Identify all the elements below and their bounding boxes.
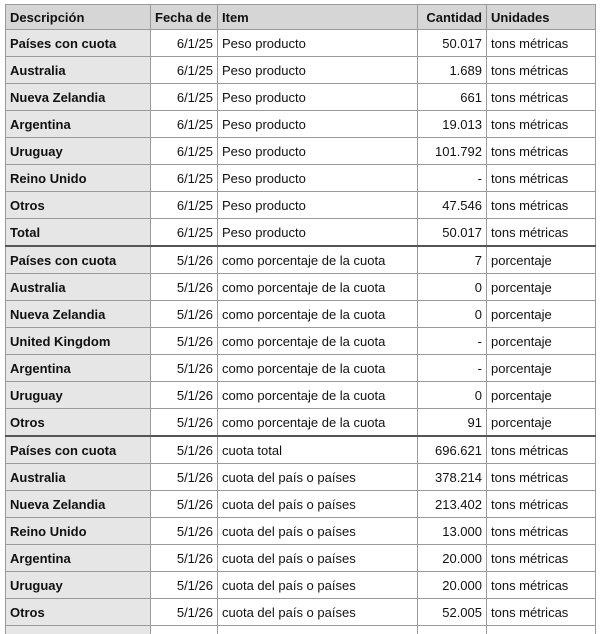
cell-unidades[interactable]: tons métricas	[487, 30, 596, 57]
table-row	[6, 165, 596, 192]
cell-item[interactable]: como porcentaje de la cuota	[218, 355, 418, 382]
cell-descripcion[interactable]: Países con cuota	[6, 246, 151, 274]
table-row	[6, 192, 596, 219]
cell-unidades[interactable]: porcentaje	[487, 409, 596, 437]
cell-unidades[interactable]: tons métricas	[487, 219, 596, 247]
cell-unidades[interactable]: porcentaje	[487, 301, 596, 328]
cell-fecha[interactable]: 5/1/26	[151, 491, 218, 518]
cell-unidades[interactable]: tons métricas	[487, 518, 596, 545]
cell-descripcion[interactable]: Otros	[6, 409, 151, 437]
cell-cantidad[interactable]: -	[418, 328, 487, 355]
table-row	[6, 518, 596, 545]
cell-unidades[interactable]: tons métricas	[487, 111, 596, 138]
header-cantidad[interactable]: Cantidad	[418, 5, 487, 30]
cell-cantidad[interactable]: 661	[418, 84, 487, 111]
cell-fecha[interactable]: 5/1/26	[151, 328, 218, 355]
cell-item[interactable]: Peso producto	[218, 138, 418, 165]
cell-cantidad[interactable]: 19.013	[418, 111, 487, 138]
cell-cantidad[interactable]: 50.017	[418, 30, 487, 57]
table-row	[6, 57, 596, 84]
cell-descripcion[interactable]: Australia	[6, 274, 151, 301]
table-row	[6, 545, 596, 572]
cell-item[interactable]: Peso producto	[218, 30, 418, 57]
cell-fecha[interactable]: 5/1/26	[151, 274, 218, 301]
cell-item[interactable]: cuota del país o países	[218, 491, 418, 518]
cell-fecha[interactable]: 6/1/25	[151, 111, 218, 138]
cell-item[interactable]: como porcentaje de la cuota	[218, 409, 418, 437]
cell-descripcion[interactable]: Total	[6, 219, 151, 247]
table-row	[6, 274, 596, 301]
cell-item[interactable]: Peso producto	[218, 165, 418, 192]
cell-unidades[interactable]: tons métricas	[487, 599, 596, 626]
table-row	[6, 355, 596, 382]
cell-fecha[interactable]: 5/1/26	[151, 355, 218, 382]
cell-cantidad[interactable]: 52.005	[418, 599, 487, 626]
cell-fecha[interactable]: 5/1/26	[151, 518, 218, 545]
cell-item[interactable]: cuota del país o países	[218, 572, 418, 599]
cell-item[interactable]: Peso producto	[218, 219, 418, 247]
header-item[interactable]: Item	[218, 5, 418, 30]
header-unidades[interactable]: Unidades	[487, 5, 596, 30]
cell-cantidad[interactable]: 7	[418, 246, 487, 274]
cell-cantidad[interactable]: -	[418, 165, 487, 192]
cell-descripcion[interactable]: Reino Unido	[6, 165, 151, 192]
cell-descripcion[interactable]: Uruguay	[6, 382, 151, 409]
cell-descripcion[interactable]: Nueva Zelandia	[6, 301, 151, 328]
table-row	[6, 111, 596, 138]
cell-unidades[interactable]: porcentaje	[487, 274, 596, 301]
cell-item[interactable]: cuota del país o países	[218, 545, 418, 572]
cell-item[interactable]: como porcentaje de la cuota	[218, 382, 418, 409]
header-descripcion[interactable]: Descripción	[6, 5, 151, 30]
cell-item[interactable]: cuota del país o países	[218, 464, 418, 491]
cell-fecha[interactable]: 6/1/25	[151, 84, 218, 111]
cell-descripcion[interactable]: Uruguay	[6, 138, 151, 165]
cell-cantidad[interactable]: 50.017	[418, 219, 487, 247]
table-row	[6, 599, 596, 626]
cell-unidades-empty	[487, 626, 596, 634]
cell-unidades[interactable]: tons métricas	[487, 545, 596, 572]
cell-fecha[interactable]: 5/1/26	[151, 409, 218, 437]
cell-item[interactable]: cuota total	[218, 436, 418, 464]
cell-fecha[interactable]: 6/1/25	[151, 57, 218, 84]
header-row	[6, 5, 596, 30]
table-row	[6, 84, 596, 111]
cell-cantidad-empty	[418, 626, 487, 634]
table-row	[6, 301, 596, 328]
cell-fecha[interactable]: 5/1/26	[151, 246, 218, 274]
table-row	[6, 491, 596, 518]
cell-cantidad[interactable]: 91	[418, 409, 487, 437]
cell-unidades[interactable]: tons métricas	[487, 138, 596, 165]
cell-unidades[interactable]: tons métricas	[487, 84, 596, 111]
cell-descripcion[interactable]: Australia	[6, 57, 151, 84]
data-table	[5, 4, 596, 634]
cell-unidades[interactable]: tons métricas	[487, 491, 596, 518]
table-row	[6, 409, 596, 437]
cell-unidades[interactable]: tons métricas	[487, 165, 596, 192]
table-row-partial	[6, 626, 596, 634]
header-fecha[interactable]: Fecha de	[151, 5, 218, 30]
table-row	[6, 464, 596, 491]
cell-descripcion[interactable]: Nueva Zelandia	[6, 84, 151, 111]
cell-unidades[interactable]: porcentaje	[487, 355, 596, 382]
cell-unidades[interactable]: porcentaje	[487, 246, 596, 274]
cell-cantidad[interactable]: 20.000	[418, 572, 487, 599]
cell-fecha[interactable]: 6/1/25	[151, 219, 218, 247]
cell-cantidad[interactable]: 1.689	[418, 57, 487, 84]
cell-cantidad[interactable]: 20.000	[418, 545, 487, 572]
table-row	[6, 436, 596, 464]
cell-fecha[interactable]: 5/1/26	[151, 545, 218, 572]
cell-fecha[interactable]: 5/1/26	[151, 382, 218, 409]
cell-item[interactable]: como porcentaje de la cuota	[218, 301, 418, 328]
cell-item[interactable]: cuota del país o países	[218, 599, 418, 626]
cell-descripcion[interactable]: Nueva Zelandia	[6, 491, 151, 518]
cell-descripcion[interactable]: Argentina	[6, 355, 151, 382]
cell-fecha[interactable]: 5/1/26	[151, 436, 218, 464]
cell-cantidad[interactable]: 213.402	[418, 491, 487, 518]
cell-fecha[interactable]: 6/1/25	[151, 30, 218, 57]
table-body	[6, 30, 596, 634]
cell-cantidad[interactable]: 13.000	[418, 518, 487, 545]
cell-descripcion[interactable]: United Kingdom	[6, 328, 151, 355]
cell-descripcion[interactable]: Uruguay	[6, 572, 151, 599]
cell-unidades[interactable]: tons métricas	[487, 57, 596, 84]
cell-fecha[interactable]: 6/1/25	[151, 192, 218, 219]
table-row	[6, 246, 596, 274]
table-row	[6, 219, 596, 247]
cell-descripcion[interactable]: Países con cuota	[6, 436, 151, 464]
cell-item[interactable]: Peso producto	[218, 111, 418, 138]
cell-unidades[interactable]: tons métricas	[487, 572, 596, 599]
cell-cantidad[interactable]: 47.546	[418, 192, 487, 219]
cell-descripcion[interactable]: Argentina	[6, 111, 151, 138]
table-row	[6, 138, 596, 165]
cell-descripcion[interactable]: Otros	[6, 192, 151, 219]
cell-item[interactable]: como porcentaje de la cuota	[218, 274, 418, 301]
table-row	[6, 328, 596, 355]
cell-cantidad[interactable]: 0	[418, 382, 487, 409]
table-row	[6, 30, 596, 57]
cell-item[interactable]: Peso producto	[218, 192, 418, 219]
cell-item[interactable]: como porcentaje de la cuota	[218, 328, 418, 355]
cell-cantidad[interactable]: -	[418, 355, 487, 382]
cell-fecha[interactable]: 6/1/25	[151, 165, 218, 192]
cell-cantidad[interactable]: 0	[418, 301, 487, 328]
cell-fecha[interactable]: 6/1/25	[151, 138, 218, 165]
cell-fecha[interactable]: 5/1/26	[151, 599, 218, 626]
cell-unidades[interactable]: tons métricas	[487, 464, 596, 491]
cell-descripcion-empty	[6, 626, 151, 634]
cell-fecha[interactable]: 5/1/26	[151, 301, 218, 328]
cell-item[interactable]: cuota del país o países	[218, 518, 418, 545]
cell-descripcion[interactable]: Países con cuota	[6, 30, 151, 57]
cell-descripcion[interactable]: Otros	[6, 599, 151, 626]
cell-descripcion[interactable]: Australia	[6, 464, 151, 491]
cell-cantidad[interactable]: 101.792	[418, 138, 487, 165]
cell-unidades[interactable]: porcentaje	[487, 328, 596, 355]
cell-unidades[interactable]: tons métricas	[487, 436, 596, 464]
cell-descripcion[interactable]: Reino Unido	[6, 518, 151, 545]
cell-fecha-empty	[151, 626, 218, 634]
cell-item-empty	[218, 626, 418, 634]
cell-cantidad[interactable]: 378.214	[418, 464, 487, 491]
cell-item[interactable]: como porcentaje de la cuota	[218, 246, 418, 274]
cell-cantidad[interactable]: 696.621	[418, 436, 487, 464]
cell-unidades[interactable]: porcentaje	[487, 382, 596, 409]
cell-unidades[interactable]: tons métricas	[487, 192, 596, 219]
spreadsheet	[5, 4, 595, 634]
cell-fecha[interactable]: 5/1/26	[151, 572, 218, 599]
cell-item[interactable]: Peso producto	[218, 57, 418, 84]
cell-item[interactable]: Peso producto	[218, 84, 418, 111]
cell-descripcion[interactable]: Argentina	[6, 545, 151, 572]
cell-cantidad[interactable]: 0	[418, 274, 487, 301]
table-row	[6, 382, 596, 409]
cell-fecha[interactable]: 5/1/26	[151, 464, 218, 491]
table-row	[6, 572, 596, 599]
